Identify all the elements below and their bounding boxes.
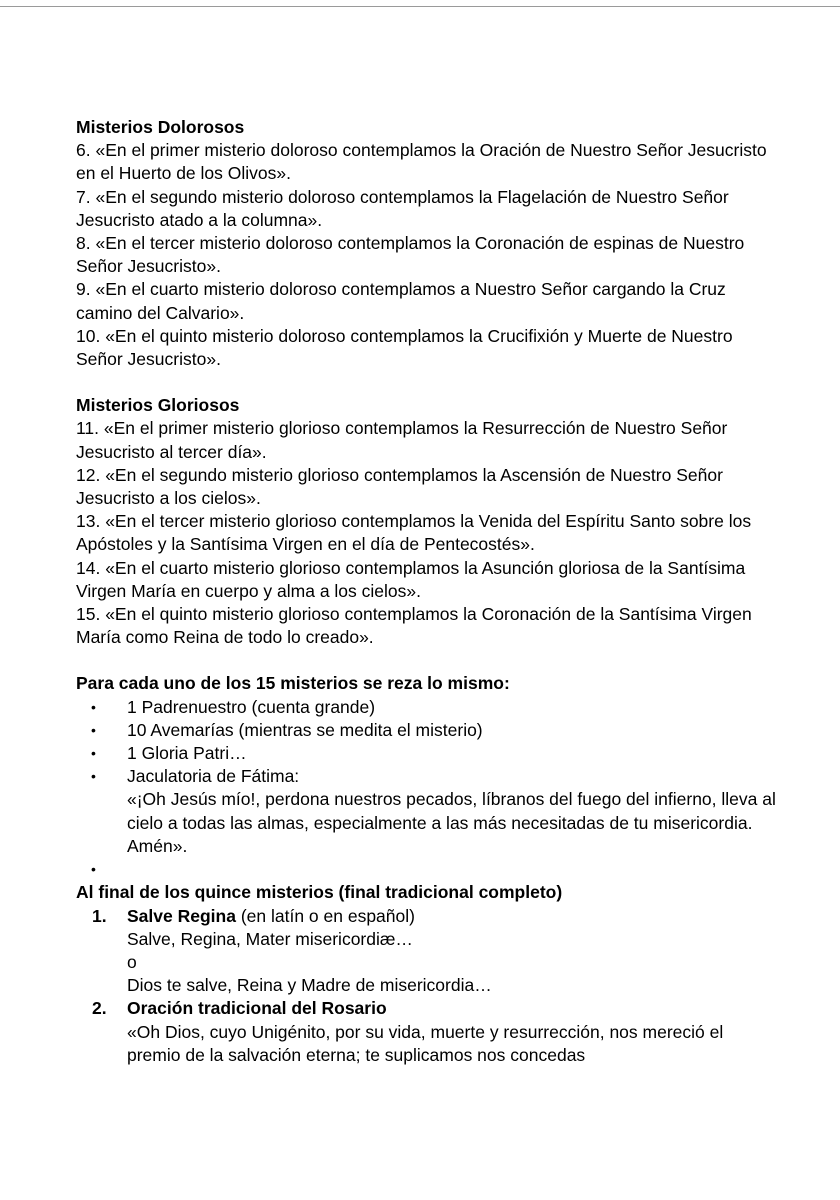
list-item — [76, 742, 776, 765]
oracion-rosario-title: Oración tradicional del Rosario — [127, 998, 387, 1019]
section-spacer — [76, 649, 776, 672]
list-number: 1. — [92, 905, 107, 926]
glorioso-item-12: 12. «En el segundo misterio glorioso contemplamos la Ascensión de Nuestro Señor Jesucristo a los cielos». — [76, 464, 723, 509]
salve-regina-latin: Salve, Regina, Mater misericordiæ… — [127, 928, 413, 949]
glorioso-item-14: 14. «En el cuarto misterio glorioso contemplamos la Asunción gloriosa de la Santísima Virgen María en cuerpo y alma a los cielos». — [76, 557, 746, 601]
list-item-empty — [76, 858, 776, 881]
document-page — [76, 116, 776, 1067]
salve-regina-suffix: (en latín o en español) — [235, 905, 415, 926]
top-border-line — [0, 6, 840, 7]
doloroso-item-8: 8. «En el tercer misterio doloroso contemplamos la Coronación de espinas de Nuestro Señor Jesucristo». — [76, 233, 745, 277]
salve-regina-title: Salve Regina — [127, 905, 236, 926]
bullet-list — [76, 696, 776, 882]
list-number: 2. — [92, 998, 107, 1019]
heading-final-tradicional: Al final de los quince misterios (final tradicional completo) — [76, 882, 563, 903]
salve-regina-or: o — [127, 951, 137, 972]
glorioso-item-11: 11. «En el primer misterio glorioso contemplamos la Resurrección de Nuestro Señor Jesucristo al tercer día». — [76, 418, 728, 462]
heading-misterios-dolorosos: Misterios Dolorosos — [76, 117, 245, 137]
bullet-text: Jaculatoria de Fátima: — [127, 766, 300, 787]
section-spacer — [76, 371, 776, 394]
glorioso-item-13: 13. «En el tercer misterio glorioso contemplamos la Venida del Espíritu Santo sobre los Apóstoles y la Santísima Virgen en el día de Pentecostés». — [76, 511, 752, 555]
glorioso-item-15: 15. «En el quinto misterio glorioso contemplamos la Coronación de la Santísima Virgen María como Reina de todo lo creado». — [76, 604, 752, 648]
heading-para-cada-misterio: Para cada uno de los 15 misterios se reza lo mismo: — [76, 673, 510, 694]
bullet-dot: • — [91, 861, 96, 878]
jaculatoria-text: «¡Oh Jesús mío!, perdona nuestros pecados, líbranos del fuego del infierno, lleva al cielo a todas las almas, especialmente a las más necesitadas de tu misericordia. Amén». — [127, 789, 776, 856]
oracion-rosario-text: «Oh Dios, cuyo Unigénito, por su vida, muerte y resurrección, nos mereció el premio de la salvación eterna; te suplicamos nos concedas — [127, 1021, 724, 1065]
bullet-dot: • — [91, 698, 96, 715]
list-item — [76, 696, 776, 719]
doloroso-item-6: 6. «En el primer misterio doloroso contemplamos la Oración de Nuestro Señor Jesucristo en el Huerto de los Olivos». — [76, 140, 767, 184]
bullet-text: 10 Avemarías (mientras se medita el misterio) — [127, 719, 483, 740]
heading-misterios-gloriosos: Misterios Gloriosos — [76, 395, 240, 416]
bullet-dot: • — [91, 721, 96, 738]
doloroso-item-7: 7. «En el segundo misterio doloroso contemplamos la Flagelación de Nuestro Señor Jesucristo atado a la columna». — [76, 186, 729, 230]
bullet-dot: • — [91, 745, 96, 762]
bullet-text: 1 Padrenuestro (cuenta grande) — [127, 696, 376, 717]
list-item-salve-regina — [76, 905, 776, 998]
numbered-list — [76, 905, 776, 1067]
list-item — [76, 765, 776, 858]
bullet-dot: • — [91, 768, 96, 785]
doloroso-item-9: 9. «En el cuarto misterio doloroso contemplamos a Nuestro Señor cargando la Cruz camino del Calvario». — [76, 279, 726, 323]
bullet-text: 1 Gloria Patri… — [127, 743, 247, 764]
doloroso-item-10: 10. «En el quinto misterio doloroso contemplamos la Crucifixión y Muerte de Nuestro Señor Jesucristo». — [76, 325, 733, 370]
salve-regina-spanish: Dios te salve, Reina y Madre de misericordia… — [127, 975, 492, 996]
list-item-oracion-rosario — [76, 997, 776, 1067]
list-item — [76, 719, 776, 742]
